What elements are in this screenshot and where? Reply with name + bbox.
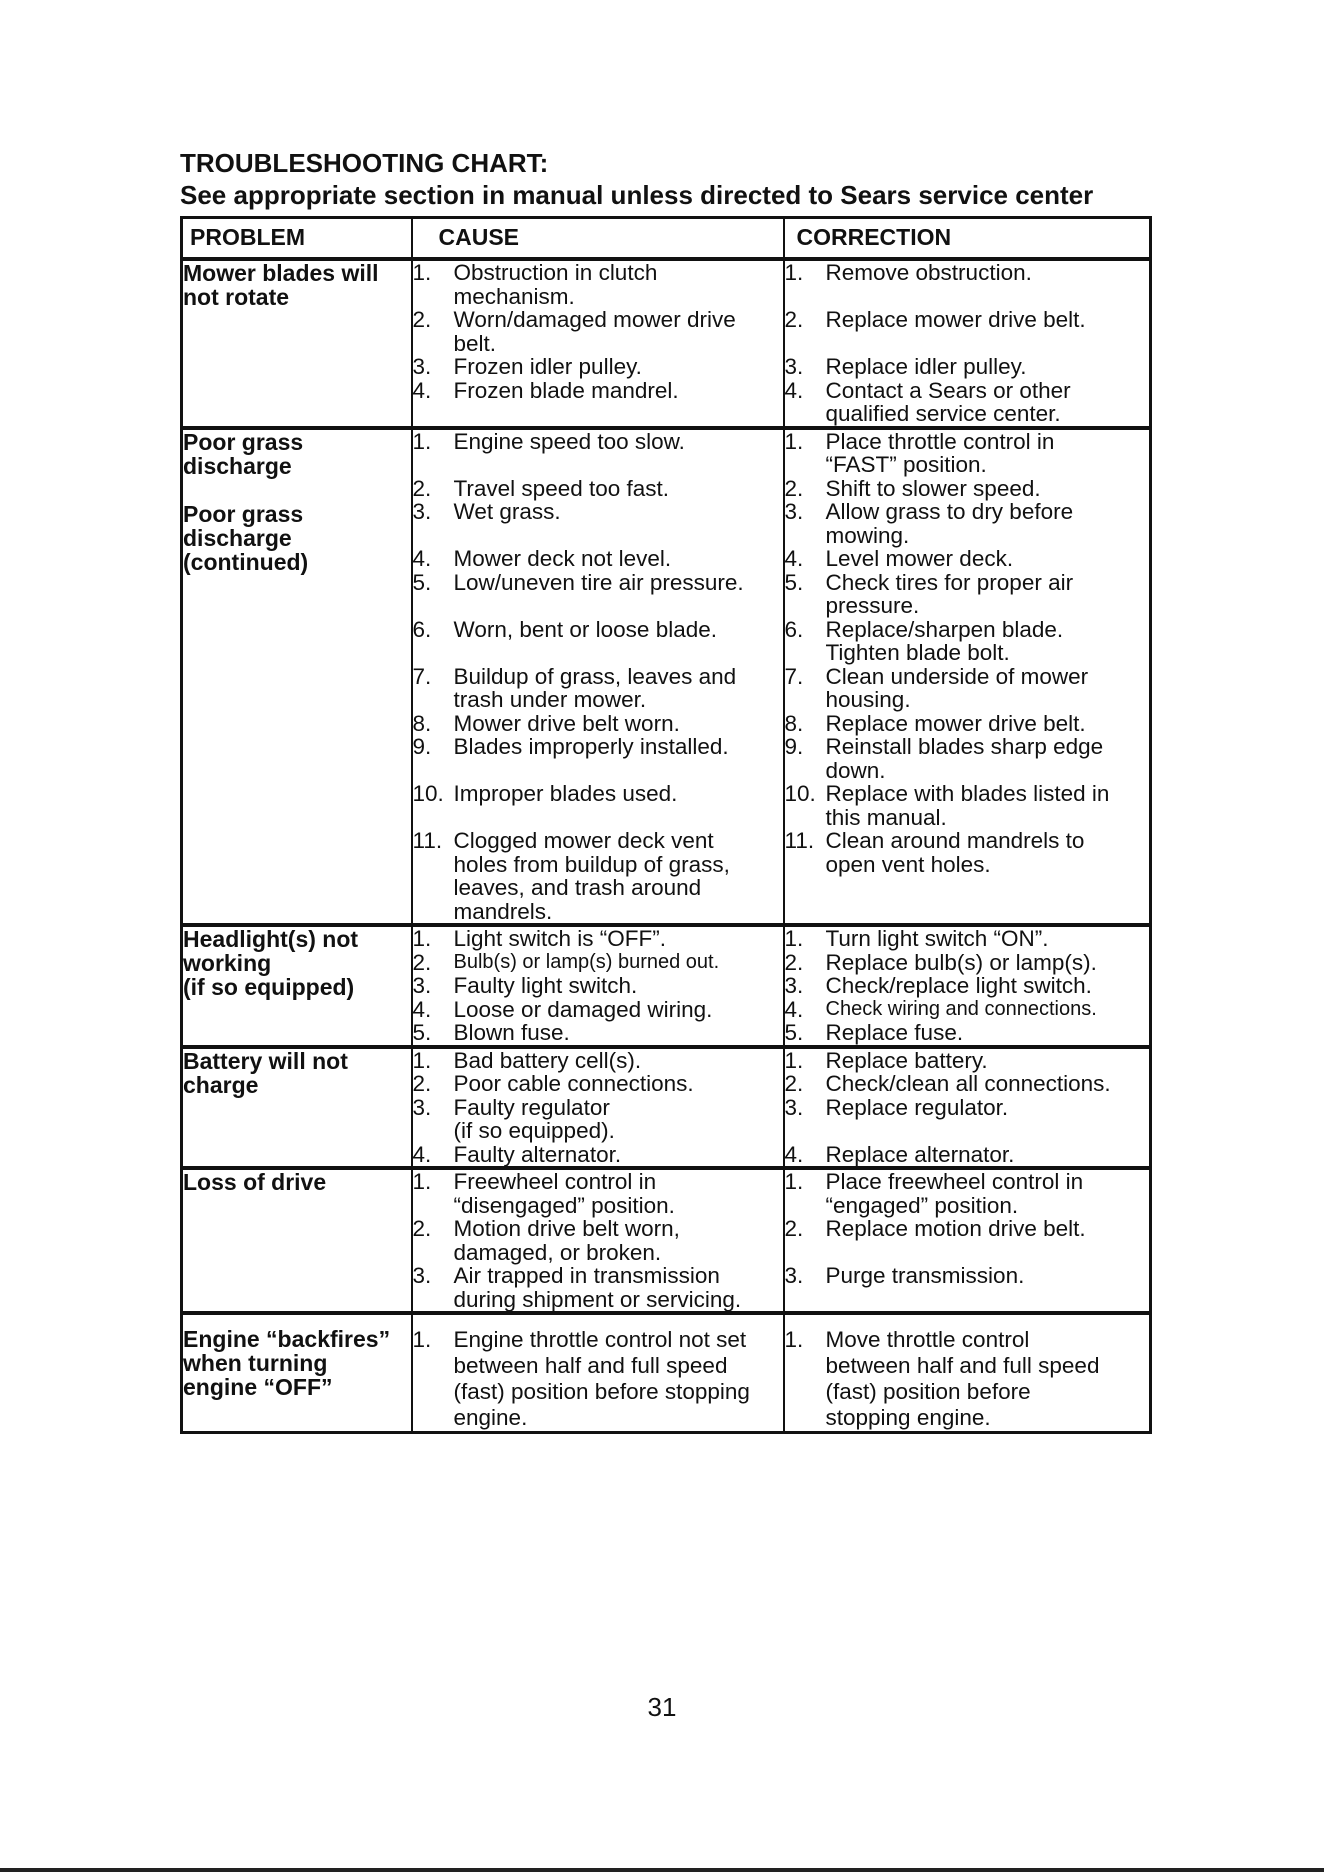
cause-text: Frozen blade mandrel. (453, 377, 679, 403)
cause-text: Light switch is “OFF”. (453, 926, 667, 951)
item-number: 4. (784, 546, 804, 571)
cause-cell (412, 259, 784, 428)
correction-text: “FAST” position. (825, 452, 987, 477)
problem-cell (182, 1168, 412, 1313)
problem-column-header: PROBLEM (182, 218, 412, 260)
correction-item (785, 998, 1150, 1022)
correction-text: Replace with blades listed in (825, 781, 1110, 806)
correction-text: between half and full speed (825, 1353, 1100, 1378)
table-row (182, 259, 1151, 428)
correction-text: Level mower deck. (825, 546, 1014, 571)
correction-text: pressure. (825, 593, 920, 618)
item-number: 5. (412, 569, 432, 595)
item-number: 1. (412, 1327, 432, 1352)
correction-text: Contact a Sears or other (825, 377, 1071, 403)
item-number: 1. (784, 926, 804, 951)
item-number: 1. (412, 926, 432, 951)
item-number: 1. (412, 260, 432, 285)
cause-item (413, 1049, 783, 1073)
item-number: 1. (784, 260, 804, 285)
item-number: 3. (784, 354, 804, 379)
cause-text: Engine throttle control not set (453, 1327, 747, 1352)
cause-item (413, 735, 783, 759)
correction-item (785, 1143, 1150, 1167)
cause-item (413, 1327, 783, 1431)
correction-item (785, 618, 1150, 665)
problem-text: Headlight(s) not (183, 926, 359, 952)
cause-item (413, 571, 783, 595)
cause-text: Blown fuse. (453, 1020, 570, 1045)
table-row (182, 925, 1151, 1047)
correction-item (785, 547, 1150, 571)
item-number: 1. (412, 1169, 432, 1194)
cause-item (413, 477, 783, 501)
cause-item (413, 355, 783, 379)
problem-text: Loss of drive (183, 1169, 327, 1195)
problem-cell (182, 1047, 412, 1169)
cause-cell (412, 1047, 784, 1169)
cause-text: Travel speed too fast. (453, 475, 670, 501)
correction-text: this manual. (825, 804, 947, 830)
item-number: 3. (412, 499, 432, 524)
item-number: 4. (412, 996, 432, 1022)
cause-item (413, 951, 783, 975)
item-number: 2. (412, 1216, 432, 1241)
problem-text: discharge (183, 524, 292, 551)
cause-text: damaged, or broken. (453, 1239, 662, 1265)
table-row (182, 428, 1151, 926)
cause-item (413, 927, 783, 951)
correction-text: Check tires for proper air (825, 569, 1074, 595)
item-number: 2. (784, 475, 804, 501)
correction-text: Replace mower drive belt. (825, 710, 1086, 736)
problem-cell (182, 925, 412, 1047)
item-number: 4. (784, 377, 804, 403)
item-number: 4. (412, 546, 432, 571)
cause-text: Freewheel control in (453, 1169, 657, 1194)
cause-item (413, 665, 783, 712)
correction-cell (784, 1047, 1151, 1169)
item-number: 2. (412, 949, 432, 975)
table-row (182, 1168, 1151, 1313)
correction-text: Shift to slower speed. (825, 475, 1041, 501)
item-number: 3. (412, 1094, 432, 1120)
cause-text: Poor cable connections. (453, 1071, 694, 1096)
correction-cell (784, 259, 1151, 428)
problem-text: charge (183, 1071, 259, 1098)
correction-text: Purge transmission. (825, 1263, 1025, 1288)
item-number: 3. (784, 1263, 804, 1288)
correction-text: stopping engine. (825, 1405, 991, 1430)
correction-item (785, 735, 1150, 782)
correction-text: Clean underside of mower (825, 663, 1089, 689)
cause-item (413, 1170, 783, 1217)
problem-text: discharge (183, 452, 292, 479)
item-number: 5. (784, 569, 804, 595)
item-number: 5. (412, 1020, 432, 1045)
correction-text: housing. (825, 687, 911, 712)
cause-item (413, 974, 783, 998)
correction-text: Place throttle control in (825, 428, 1055, 454)
table-header-row (182, 218, 1151, 260)
correction-text: Replace/sharpen blade. (825, 616, 1064, 642)
item-number: 4. (412, 377, 432, 403)
cause-text: Buildup of grass, leaves and (453, 663, 737, 689)
problem-text: working (183, 950, 272, 976)
cause-text: Motion drive belt worn, (453, 1216, 680, 1241)
item-number: 4. (784, 1141, 804, 1167)
item-number: 11. (784, 828, 815, 853)
problem-cell (182, 428, 412, 926)
item-number: 6. (412, 616, 432, 642)
cause-text: Faulty regulator (453, 1094, 610, 1120)
cause-cell (412, 1313, 784, 1433)
correction-item (785, 308, 1150, 332)
problem-text: Battery will not (183, 1047, 348, 1074)
item-number: 3. (784, 973, 804, 998)
item-number: 11. (412, 828, 443, 853)
cause-text: (fast) position before stopping (453, 1379, 750, 1404)
cause-text: Blades improperly installed. (453, 734, 729, 759)
problem-text: not rotate (183, 284, 290, 310)
item-number: 3. (412, 1263, 432, 1288)
item-number: 2. (412, 307, 432, 332)
cause-item (413, 1021, 783, 1045)
cause-item (413, 1264, 783, 1311)
correction-text: Reinstall blades sharp edge (825, 734, 1104, 759)
correction-item (785, 379, 1150, 426)
cause-item (413, 712, 783, 736)
cause-text: holes from buildup of grass, (453, 851, 730, 877)
problem-text: when turning (183, 1350, 328, 1376)
correction-text: Replace mower drive belt. (825, 307, 1086, 332)
correction-item (785, 1021, 1150, 1045)
item-number: 10. (784, 781, 816, 806)
cause-text: Bulb(s) or lamp(s) burned out. (453, 950, 720, 973)
cause-item (413, 547, 783, 571)
item-number: 3. (412, 973, 432, 998)
item-number: 1. (784, 428, 804, 454)
cause-text: Low/uneven tire air pressure. (453, 569, 744, 595)
cause-text: Obstruction in clutch (453, 260, 658, 285)
cause-text: Faulty light switch. (453, 973, 638, 998)
correction-item (785, 1072, 1150, 1096)
correction-item (785, 477, 1150, 501)
cause-cell (412, 428, 784, 926)
correction-item (785, 829, 1150, 876)
cause-item (413, 500, 783, 524)
item-number: 8. (784, 710, 804, 736)
cause-text: Faulty alternator. (453, 1141, 622, 1167)
correction-cell (784, 428, 1151, 926)
correction-text: Replace bulb(s) or lamp(s). (825, 949, 1097, 975)
item-number: 9. (784, 734, 804, 759)
correction-item (785, 974, 1150, 998)
correction-item (785, 1170, 1150, 1217)
correction-text: “engaged” position. (825, 1192, 1019, 1218)
item-number: 4. (412, 1141, 432, 1167)
cause-item (413, 782, 783, 806)
correction-item (785, 782, 1150, 829)
cause-item (413, 829, 783, 923)
cause-text: Wet grass. (453, 499, 561, 524)
item-number: 8. (412, 710, 432, 736)
item-number: 2. (412, 1071, 432, 1096)
cause-text: Bad battery cell(s). (453, 1047, 642, 1073)
correction-text: Move throttle control (825, 1327, 1030, 1352)
page-number: 31 (647, 1692, 677, 1722)
problem-text: Engine “backfires” (183, 1326, 391, 1352)
table-row (182, 1313, 1151, 1433)
item-number: 9. (412, 734, 432, 759)
correction-text: Tighten blade bolt. (825, 640, 1010, 665)
item-number: 10. (412, 781, 444, 806)
cause-item (413, 1143, 783, 1167)
cause-text: Engine speed too slow. (453, 428, 685, 454)
correction-item (785, 261, 1150, 285)
problem-text: (if so equipped) (183, 974, 355, 1000)
chart-title: TROUBLESHOOTING CHART: (180, 148, 549, 178)
cause-item (413, 430, 783, 454)
cause-text: trash under mower. (453, 687, 647, 712)
correction-text: Check/replace light switch. (825, 973, 1092, 998)
correction-text: Turn light switch “ON”. (825, 926, 1049, 951)
correction-item (785, 665, 1150, 712)
correction-cell (784, 1313, 1151, 1433)
correction-text: Replace motion drive belt. (825, 1216, 1086, 1241)
correction-cell (784, 925, 1151, 1047)
cause-item (413, 379, 783, 403)
correction-text: Place freewheel control in (825, 1169, 1084, 1194)
item-number: 7. (412, 663, 432, 689)
correction-text: Replace battery. (825, 1047, 988, 1073)
correction-text: Check wiring and connections. (825, 997, 1097, 1020)
item-number: 3. (784, 499, 804, 524)
correction-text: Replace alternator. (825, 1141, 1015, 1167)
problem-text: Poor grass (183, 500, 304, 527)
cause-text: Mower deck not level. (453, 546, 672, 571)
correction-text: open vent holes. (825, 851, 991, 877)
cause-text: Loose or damaged wiring. (453, 996, 713, 1022)
cause-cell (412, 925, 784, 1047)
item-number: 7. (784, 663, 804, 689)
correction-item (785, 571, 1150, 618)
cause-text: between half and full speed (453, 1353, 728, 1378)
item-number: 6. (784, 616, 804, 642)
cause-text: engine. (453, 1405, 528, 1430)
cause-item (413, 618, 783, 642)
correction-item (785, 927, 1150, 951)
correction-text: mowing. (825, 522, 910, 548)
correction-text: Check/clean all connections. (825, 1071, 1111, 1096)
item-number: 2. (412, 475, 432, 501)
correction-item (785, 1096, 1150, 1120)
cause-text: during shipment or servicing. (453, 1286, 742, 1312)
correction-text: Replace idler pulley. (825, 354, 1027, 379)
cause-text: mechanism. (453, 283, 575, 309)
correction-column-header: CORRECTION (784, 218, 1151, 260)
item-number: 1. (412, 1047, 432, 1073)
cause-text: mandrels. (453, 898, 553, 924)
correction-item (785, 1264, 1150, 1288)
item-number: 1. (784, 1047, 804, 1073)
correction-item (785, 430, 1150, 477)
cause-text: Mower drive belt worn. (453, 710, 680, 736)
correction-text: Replace fuse. (825, 1020, 964, 1045)
item-number: 2. (784, 1071, 804, 1096)
correction-text: Allow grass to dry before (825, 499, 1074, 524)
bottom-divider (0, 1868, 1324, 1872)
cause-text: “disengaged” position. (453, 1192, 675, 1218)
correction-text: down. (825, 757, 886, 783)
correction-item (785, 500, 1150, 547)
cause-text: Clogged mower deck vent (453, 828, 714, 853)
item-number: 1. (412, 428, 432, 454)
problem-text: engine “OFF” (183, 1374, 333, 1400)
cause-text: Air trapped in transmission (453, 1263, 720, 1288)
cause-cell (412, 1168, 784, 1313)
correction-item (785, 1217, 1150, 1241)
correction-cell (784, 1168, 1151, 1313)
item-number: 3. (784, 1094, 804, 1120)
problem-text: Poor grass (183, 428, 304, 455)
cause-text: leaves, and trash around (453, 875, 702, 900)
correction-text: Clean around mandrels to (825, 828, 1085, 853)
item-number: 1. (784, 1169, 804, 1194)
problem-cell (182, 1313, 412, 1433)
item-number: 2. (784, 949, 804, 975)
cause-item (413, 1096, 783, 1143)
cause-item (413, 261, 783, 308)
table-row (182, 1047, 1151, 1169)
cause-item (413, 1072, 783, 1096)
cause-text: Worn/damaged mower drive (453, 307, 736, 332)
item-number: 5. (784, 1020, 804, 1045)
chart-subtitle: See appropriate section in manual unless directed to Sears service center (180, 180, 1094, 210)
cause-text: Improper blades used. (453, 781, 678, 806)
cause-text: (if so equipped). (453, 1118, 615, 1143)
item-number: 2. (784, 1216, 804, 1241)
item-number: 4. (784, 996, 804, 1022)
cause-text: Worn, bent or loose blade. (453, 616, 717, 642)
cause-column-header: CAUSE (412, 218, 784, 260)
correction-item (785, 712, 1150, 736)
troubleshooting-table (180, 216, 1152, 1434)
cause-text: belt. (453, 330, 497, 356)
cause-item (413, 998, 783, 1022)
item-number: 3. (412, 354, 432, 379)
correction-text: Remove obstruction. (825, 260, 1032, 285)
problem-text: Mower blades will (183, 260, 379, 286)
cause-item (413, 308, 783, 355)
correction-item (785, 1049, 1150, 1073)
cause-item (413, 1217, 783, 1264)
item-number: 2. (784, 307, 804, 332)
correction-text: qualified service center. (825, 401, 1061, 426)
correction-text: (fast) position before (825, 1379, 1031, 1404)
correction-item (785, 1327, 1150, 1431)
problem-cell (182, 259, 412, 428)
cause-text: Frozen idler pulley. (453, 354, 642, 379)
correction-text: Replace regulator. (825, 1094, 1009, 1120)
item-number: 1. (784, 1327, 804, 1352)
correction-item (785, 951, 1150, 975)
problem-text: (continued) (183, 548, 309, 575)
correction-item (785, 355, 1150, 379)
